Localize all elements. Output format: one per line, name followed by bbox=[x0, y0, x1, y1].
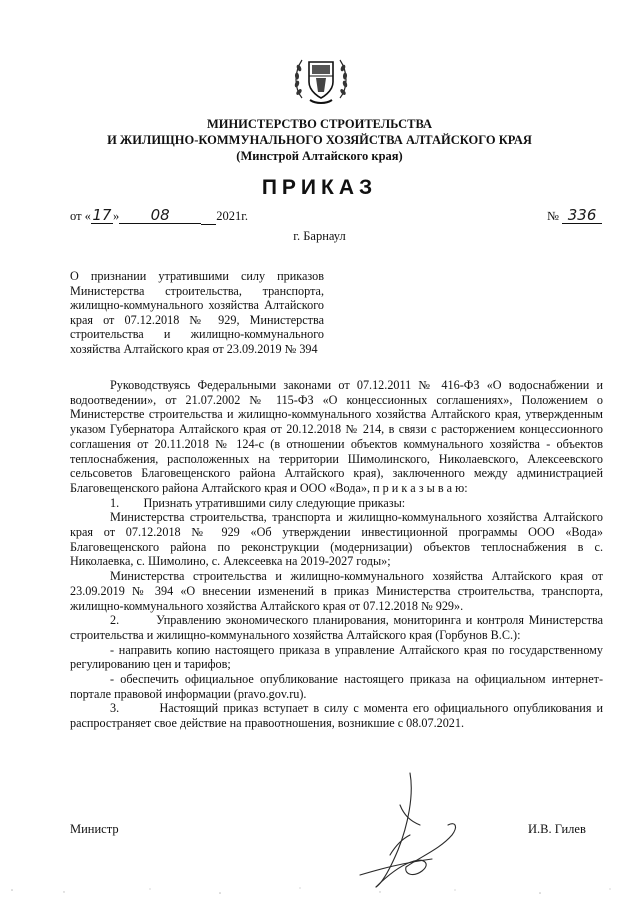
item-3: 3. Настоящий приказ вступает в силу с момента его официального опубликования и распространяет свое действие на правоотношения, возникшие с 08.07.2021. bbox=[70, 701, 603, 731]
ministry-name-line-1: МИНИСТЕРСТВО СТРОИТЕЛЬСТВА bbox=[206, 117, 433, 131]
order-number-label: № bbox=[547, 209, 559, 223]
item-2-task-publish: - обеспечить официальное опубликование настоящего приказа на официальном интернет-портале правовой информации (pravo.gov.ru). bbox=[70, 672, 603, 701]
date-year: 2021г. bbox=[216, 209, 249, 223]
date-month: 08 bbox=[119, 207, 201, 224]
order-body bbox=[70, 378, 603, 731]
date-quote-close: » bbox=[112, 209, 120, 223]
date-day: 17 bbox=[92, 206, 112, 224]
order-subject: О признании утратившими силу приказов Министерства строительства, транспорта, жилищно-коммунального хозяйства Алтайского края от 07.12.2018 № 929, Министерства строительства и жилищно-коммунального хозяйства Алтайского края от 23.09.2019 № 394 bbox=[70, 269, 324, 356]
order-number-value: 336 bbox=[562, 207, 602, 224]
date-prefix: от « bbox=[70, 209, 91, 223]
item-2: 2. Управлению экономического планирования, мониторинга и контроля Министерства строительства и жилищно-коммунального хозяйства Алтайского края (Горбунов В.С.): bbox=[70, 613, 603, 642]
scan-artifacts bbox=[0, 880, 639, 900]
ministry-short-name: (Минстрой Алтайского края) bbox=[236, 149, 403, 163]
item-1: 1. Признать утратившими силу следующие приказы: bbox=[110, 495, 406, 510]
item-2-task-copy: - направить копию настоящего приказа в управление Алтайского края по государственному регулированию цен и тарифов; bbox=[70, 642, 603, 672]
signature-name: И.В. Гилев bbox=[528, 822, 586, 836]
preamble-paragraph: Руководствуясь Федеральными законами от 07.12.2011 № 416-ФЗ «О водоснабжении и водоотведении», от 21.07.2002 № 115-ФЗ «О концессионных соглашениях», Положением о Министерстве строительства и жилищно-коммунального хозяйства Алтайского края, утвержденным указом Губернатора Алтайского края от 20.12.2018 № 214, в связи с расторжением концессионного соглашения от 20.11.2018 № 124-с (в отношении объектов коммунального хозяйства - объектов теплоснабжения, расположенных на территории Шимолинского, Николаевского, Алексеевского сельсоветов Благовещенского района Алтайского края), заключенного между администрацией Благовещенского района Алтайского края и ООО «Вода», п р и к а з ы в а ю: bbox=[70, 378, 603, 495]
city: г. Барнаул bbox=[293, 229, 346, 243]
date-line bbox=[70, 207, 248, 225]
ministry-name-line-2: И ЖИЛИЩНО-КОММУНАЛЬНОГО ХОЗЯЙСТВА АЛТАЙСКОГО КРАЯ bbox=[107, 133, 532, 147]
order-number bbox=[547, 207, 602, 224]
item-1-order-394: Министерства строительства и жилищно-коммунального хозяйства Алтайского края от 23.09.2019 № 394 «О внесении изменений в приказ Министерства строительства, транспорта, жилищно-коммунального хозяйства Алтайского края от 07.12.2018 № 929». bbox=[70, 569, 603, 613]
signature-position: Министр bbox=[70, 822, 119, 836]
item-1-order-929: Министерства строительства, транспорта и жилищно-коммунального хозяйства Алтайского края от 07.12.2018 № 929 «Об утверждении инвестиционной программы ООО «Вода» Благовещенского района по реконструкции (модернизации) объектов теплоснабжения в с. Николаевка, с. Шимолино, с. Алексеевка на 2019-2027 годы»; bbox=[70, 510, 603, 569]
document-type-title: ПРИКАЗ bbox=[261, 176, 378, 199]
handwritten-signature bbox=[340, 765, 490, 890]
coat-of-arms-icon bbox=[290, 48, 352, 110]
